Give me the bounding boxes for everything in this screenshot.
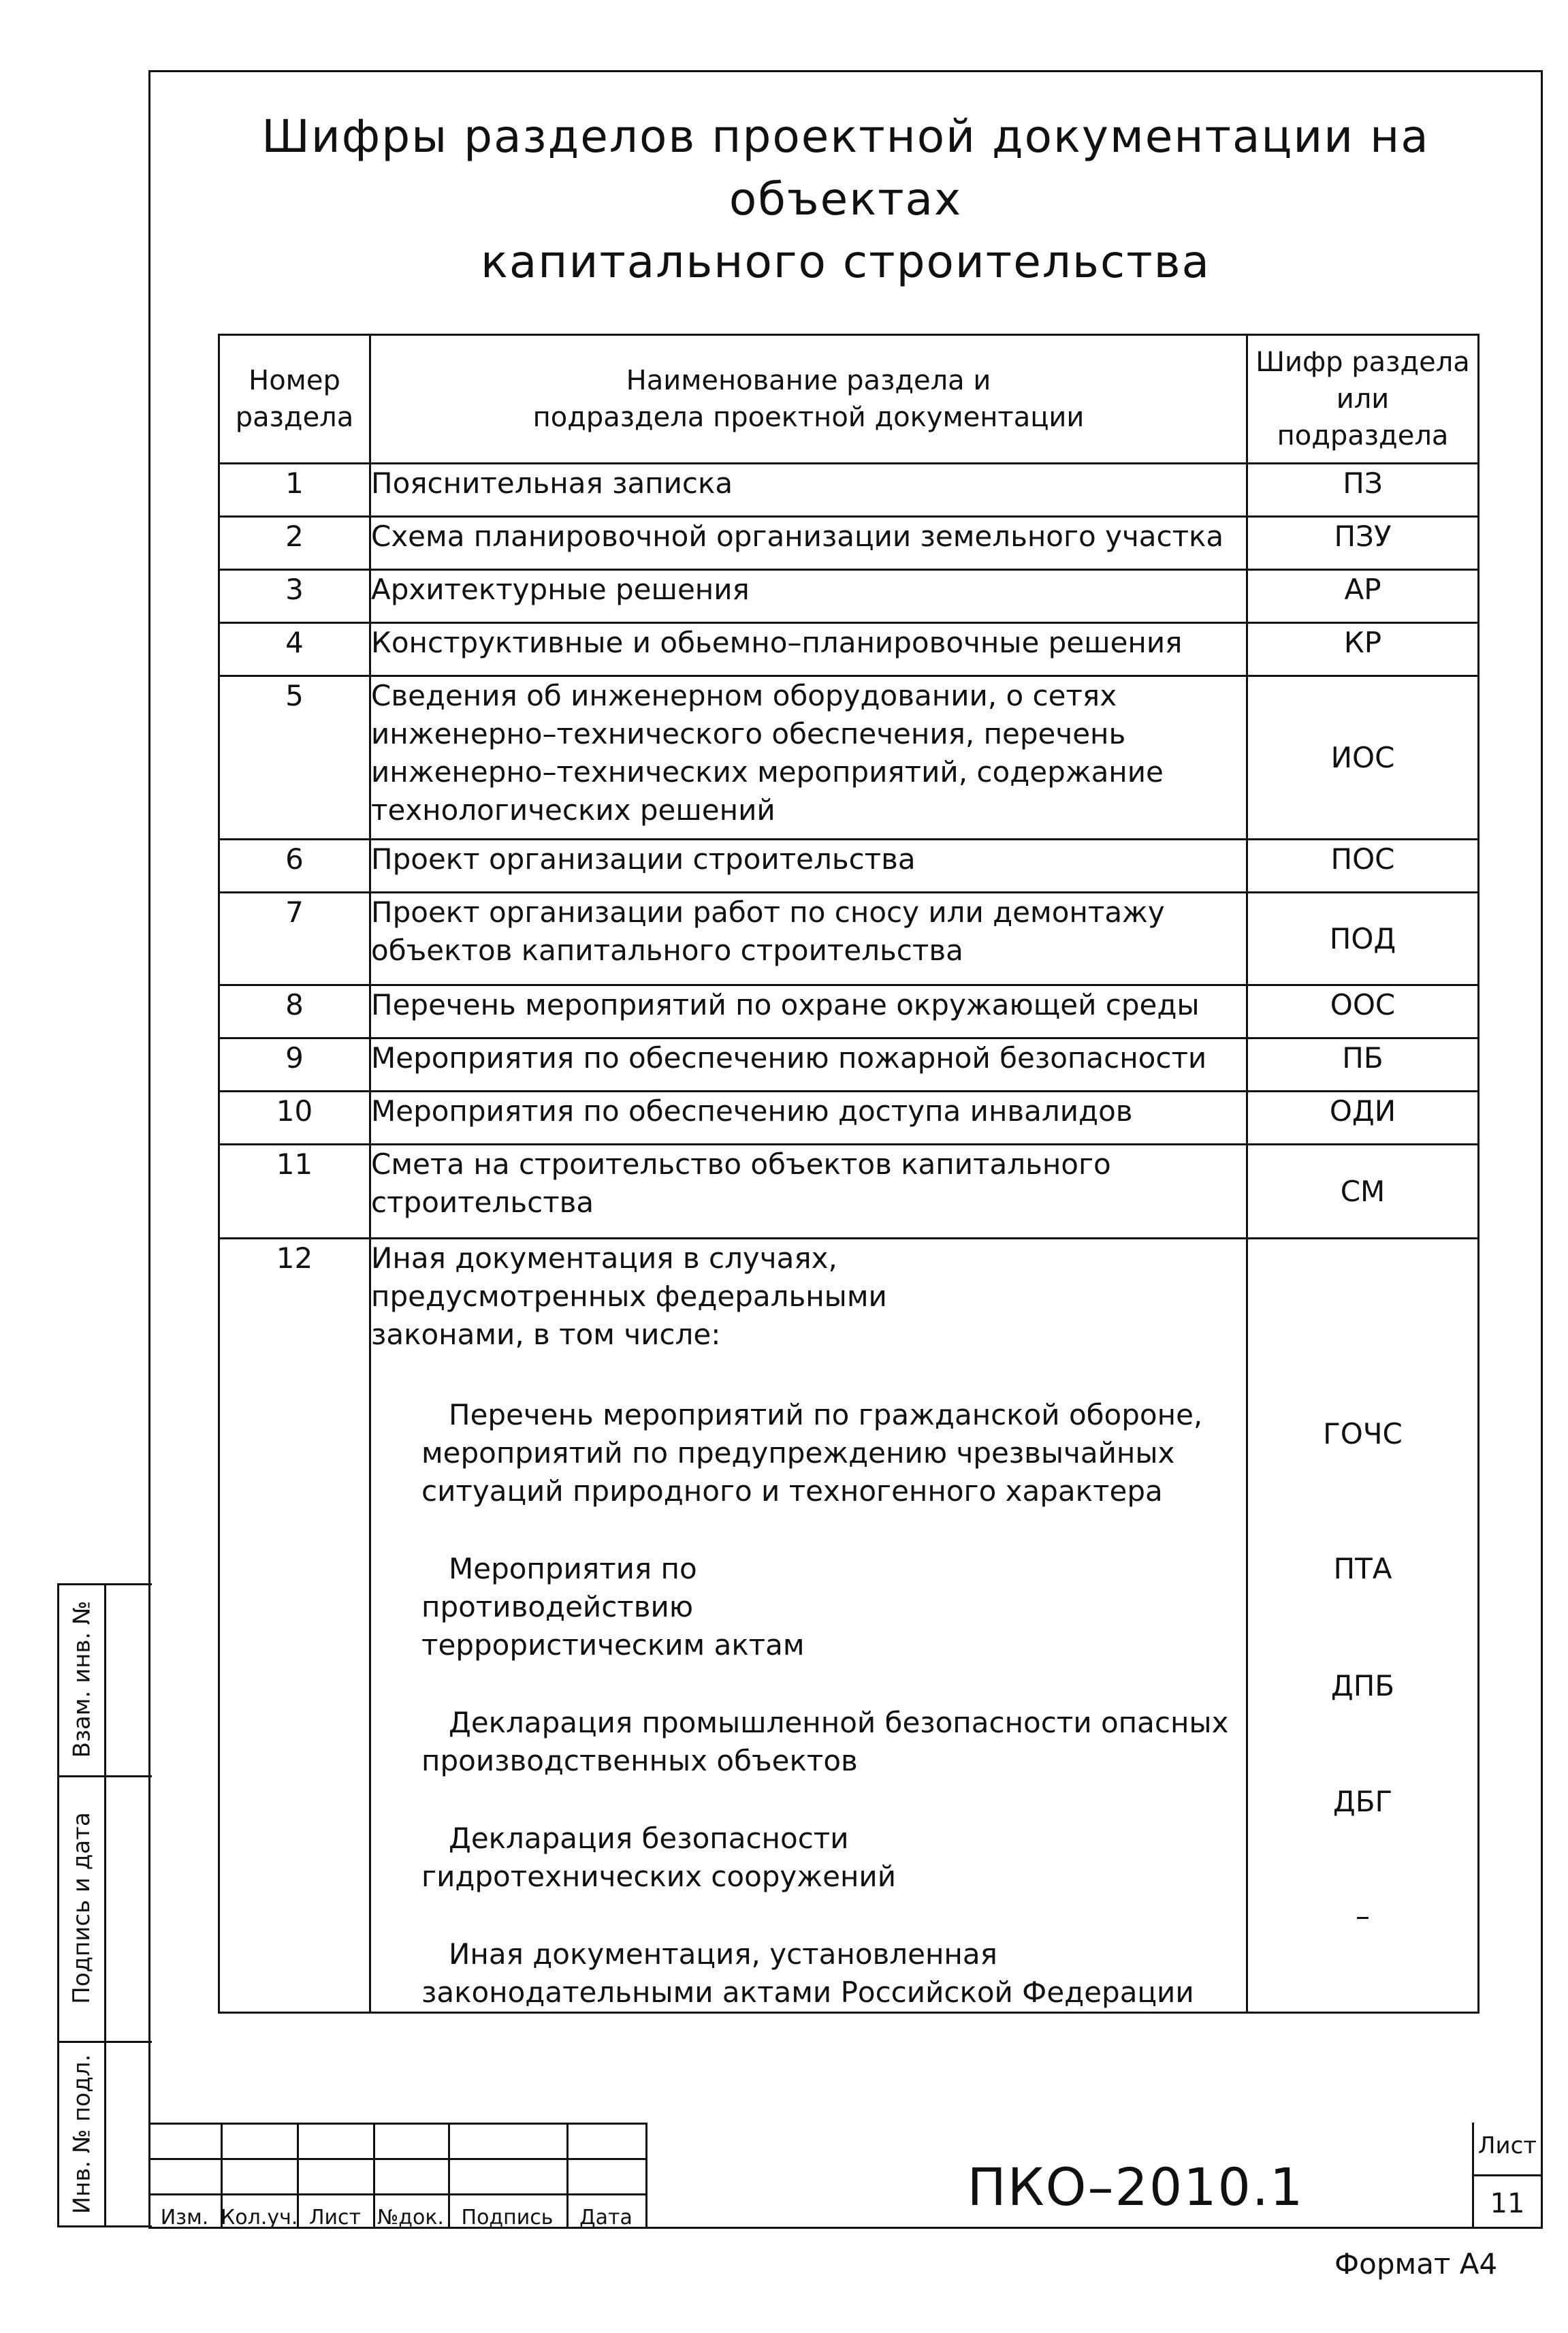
row-number: 11 xyxy=(219,1145,370,1239)
row-number: 9 xyxy=(219,1038,370,1092)
row-code: СМ xyxy=(1247,1145,1479,1239)
row12-subitem: Декларация безопасности гидротехнических сооружений xyxy=(421,1822,897,1893)
table-row-12 xyxy=(219,1239,1479,2013)
stamp-label-ndok: №док. xyxy=(377,2206,444,2229)
row-code: ПОС xyxy=(1247,840,1479,893)
table-row xyxy=(219,840,1479,893)
row-number: 6 xyxy=(219,840,370,893)
row-code: ОДИ xyxy=(1247,1092,1479,1145)
row-number: 7 xyxy=(219,893,370,985)
title-block xyxy=(148,2123,1543,2229)
row-name: Схема планировочной организации земельного участка xyxy=(370,517,1247,570)
row-number: 2 xyxy=(219,517,370,570)
document-code: ПКО–2010.1 xyxy=(967,2157,1305,2217)
row-number: 1 xyxy=(219,464,370,517)
table-row xyxy=(219,464,1479,517)
row-code: КР xyxy=(1247,623,1479,676)
row12-code: ДПБ xyxy=(1330,1669,1395,1702)
sheet-number: 11 xyxy=(1490,2188,1525,2219)
row-name: Перечень мероприятий по охране окружающей среды xyxy=(370,985,1247,1038)
row-code: ПЗ xyxy=(1247,464,1479,517)
row12-subitem: Иная документация, установленная законодательными актами Российской Федерации xyxy=(421,1937,1194,2009)
row-code: ПБ xyxy=(1247,1038,1479,1092)
row-code: ПОД xyxy=(1247,893,1479,985)
side-label-vzam: Взам. инв. № xyxy=(68,1600,96,1758)
row12-intro: Иная документация в случаях, предусмотренных федеральными законами, в том числе: xyxy=(371,1241,887,1351)
row-name xyxy=(370,1239,1247,2013)
header-name: Наименование раздела и подраздела проектной документации xyxy=(370,335,1247,464)
stamp-label-izm: Изм. xyxy=(160,2206,209,2229)
row-number: 4 xyxy=(219,623,370,676)
row12-codes xyxy=(1247,1239,1479,2013)
table-header-row xyxy=(219,335,1479,464)
sections-table xyxy=(218,334,1479,2014)
table-row xyxy=(219,676,1479,840)
table-row xyxy=(219,517,1479,570)
title-line-2: капитального строительства xyxy=(480,236,1211,288)
row-code: ПЗУ xyxy=(1247,517,1479,570)
row-number: 3 xyxy=(219,570,370,623)
table-row xyxy=(219,1092,1479,1145)
row-number: 10 xyxy=(219,1092,370,1145)
row12-code: ДБГ xyxy=(1332,1785,1393,1818)
row12-subitem: Перечень мероприятий по гражданской обороне, мероприятий по предупреждению чрезвычайных ситуаций природного и техногенного характера xyxy=(421,1398,1203,1508)
stamp-label-podpis: Подпись xyxy=(461,2206,554,2229)
row12-subitem: Мероприятия по противодействию террористическим актам xyxy=(421,1552,805,1662)
row-number: 5 xyxy=(219,676,370,840)
title-line-1: Шифры разделов проектной документации на объектах xyxy=(261,110,1430,225)
row-name: Проект организации строительства xyxy=(370,840,1247,893)
table-row xyxy=(219,985,1479,1038)
side-strip xyxy=(57,1583,152,2227)
row-number: 12 xyxy=(219,1239,370,2013)
row-name: Сведения об инженерном оборудовании, о сетях инженерно–технического обеспечения, перечень инженерно–технических мероприятий, содержание технологических решений xyxy=(370,676,1247,840)
header-code: Шифр раздела или подраздела xyxy=(1247,335,1479,464)
header-number: Номер раздела xyxy=(219,335,370,464)
side-label-inv: Инв. № подл. xyxy=(68,2054,96,2215)
row-code: ИОС xyxy=(1247,676,1479,840)
row-name: Архитектурные решения xyxy=(370,570,1247,623)
row-name: Мероприятия по обеспечению доступа инвалидов xyxy=(370,1092,1247,1145)
row-name: Проект организации работ по сносу или демонтажу объектов капитального строительства xyxy=(370,893,1247,985)
sheet-label: Лист xyxy=(1477,2132,1537,2159)
row12-code: ГОЧС xyxy=(1323,1417,1403,1450)
row-name: Смета на строительство объектов капитального строительства xyxy=(370,1145,1247,1239)
table-row xyxy=(219,1145,1479,1239)
side-label-podpis: Подпись и дата xyxy=(68,1812,96,2004)
row-code: ООС xyxy=(1247,985,1479,1038)
row12-subitem: Декларация промышленной безопасности опасных производственных объектов xyxy=(421,1706,1229,1777)
row-name: Конструктивные и обьемно–планировочные решения xyxy=(370,623,1247,676)
table-row xyxy=(219,1038,1479,1092)
table-row xyxy=(219,570,1479,623)
page-title xyxy=(148,106,1543,293)
row-code: АР xyxy=(1247,570,1479,623)
row-number: 8 xyxy=(219,985,370,1038)
table-row xyxy=(219,623,1479,676)
row12-code: – xyxy=(1356,1899,1370,1933)
row-name: Мероприятия по обеспечению пожарной безопасности xyxy=(370,1038,1247,1092)
stamp-label-list: Лист xyxy=(308,2206,362,2229)
table-row xyxy=(219,893,1479,985)
row12-code: ПТА xyxy=(1333,1552,1392,1585)
stamp-label-data: Дата xyxy=(579,2206,633,2229)
paper-format: Формат А4 xyxy=(1334,2247,1498,2281)
stamp-label-koluch: Кол.уч. xyxy=(221,2206,298,2229)
row-name: Пояснительная записка xyxy=(370,464,1247,517)
